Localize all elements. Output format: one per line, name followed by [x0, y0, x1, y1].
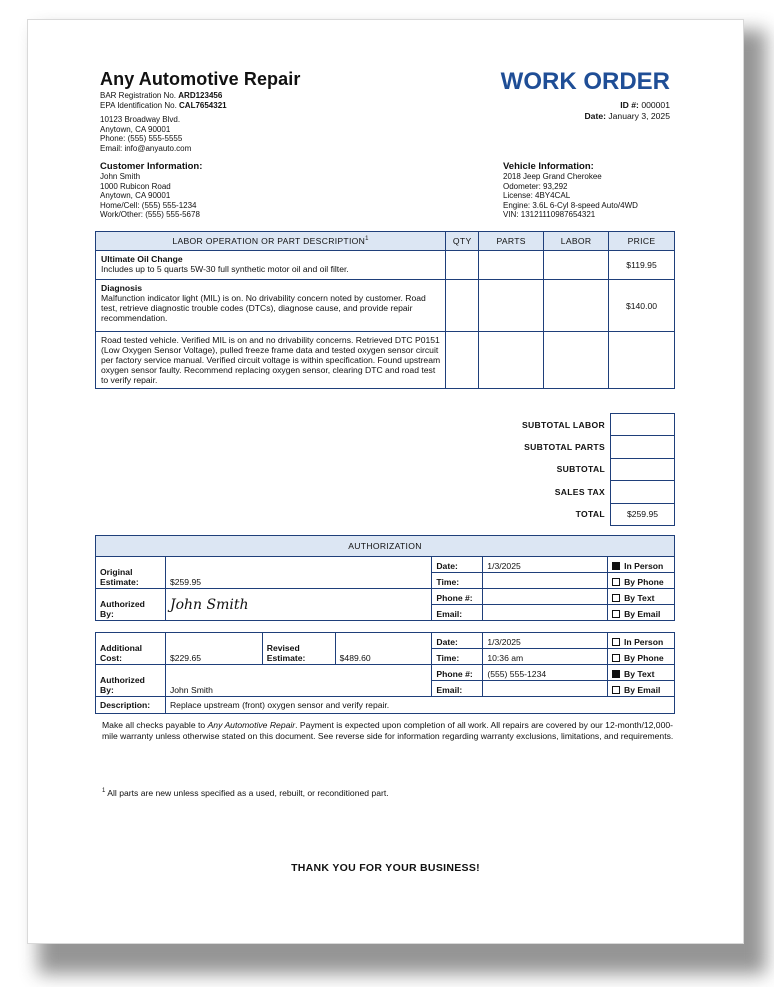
- vehicle-info: Vehicle Information: 2018 Jeep Grand Cherokee Odometer: 93,292 License: 4BY4CAL Engine: 3.6L 6-Cyl 8-speed Auto/4WD VIN: 13121110987654321: [503, 161, 638, 220]
- table-row: Diagnosis Malfunction indicator light (MIL) is on. No drivability concern noted by customer. Road test, retrieve diagnostic trouble codes (DTCs), diagnose cause, and provide repair recommendation. $140.00: [96, 280, 675, 332]
- col-price: PRICE: [609, 232, 675, 251]
- work-order-page: [28, 20, 743, 943]
- work-order-id: 000001: [641, 100, 670, 110]
- subtotal-value: [611, 458, 675, 480]
- by-text-checkbox[interactable]: [612, 670, 620, 678]
- signature: John Smith: [169, 596, 249, 613]
- row-price: $140.00: [609, 280, 675, 332]
- col-qty: QTY: [446, 232, 479, 251]
- in-person-checkbox[interactable]: [612, 562, 620, 570]
- subtotal-labor-value: [611, 414, 675, 436]
- totals-table: SUBTOTAL LABOR SUBTOTAL PARTS SUBTOTAL SALES TAX TOTAL $259.95: [428, 413, 675, 526]
- authorization-heading: AUTHORIZATION: [96, 536, 675, 557]
- col-labor: LABOR: [544, 232, 609, 251]
- subtotal-parts-value: [611, 436, 675, 458]
- bar-number: ARD123456: [178, 91, 223, 100]
- work-order-meta: ID #: 000001 Date: January 3, 2025: [584, 100, 670, 121]
- total-value: $259.95: [611, 503, 675, 525]
- revised-estimate-value: $489.60: [335, 633, 432, 665]
- authorization-original: AUTHORIZATION Original Estimate: $259.95 Date: 1/3/2025 In Person Time: By Phone Authorized By: John Smith Phone #: By Text Email: By Email: [95, 535, 675, 621]
- col-parts: PARTS: [479, 232, 544, 251]
- sales-tax-value: [611, 481, 675, 503]
- vehicle-heading: Vehicle Information:: [503, 161, 594, 172]
- row-price: $119.95: [609, 251, 675, 280]
- by-email-checkbox[interactable]: [612, 610, 620, 618]
- table-row: Road tested vehicle. Verified MIL is on and no drivability concerns. Retrieved DTC P0151 (Low Oxygen Sensor Voltage), pulled freeze frame data and tested oxygen sensor circuit per factory service manual. Verified circuit voltage is within specification. Found upstream oxygen sensor faulty. Recommend replacing oxygen sensor, clearing DTC and road test to verify repair.: [96, 332, 675, 389]
- parts-footnote: $^1$ All parts are new unless specified as a used, rebuilt, or reconditioned part.: [102, 788, 389, 798]
- in-person-checkbox[interactable]: [612, 638, 620, 646]
- description-value: Replace upstream (front) oxygen sensor and verify repair.: [165, 697, 674, 714]
- auth2-date: 1/3/2025: [483, 633, 608, 649]
- payment-terms: Make all checks payable to Any Automotive Repair. Payment is expected upon completion of all work. All repairs are covered by our 12-month/12,000-mile warranty unless otherwise stated on this document. See reverse side for information regarding warranty exclusions, limitations, and requirements.: [102, 720, 674, 741]
- by-email-checkbox[interactable]: [612, 686, 620, 694]
- by-phone-checkbox[interactable]: [612, 578, 620, 586]
- auth2-phone: (555) 555-1234: [483, 665, 608, 681]
- work-order-title: WORK ORDER: [500, 68, 670, 95]
- additional-cost-value: $229.65: [165, 633, 262, 665]
- thank-you-message: THANK YOU FOR YOUR BUSINESS!: [291, 862, 480, 874]
- auth2-time: 10:36 am: [483, 649, 608, 665]
- by-phone-checkbox[interactable]: [612, 654, 620, 662]
- auth1-date: 1/3/2025: [483, 557, 608, 573]
- authorized-by-value: John Smith: [165, 665, 431, 697]
- auth2-email: [483, 681, 608, 697]
- auth1-phone: [483, 589, 608, 605]
- company-contact: 10123 Broadway Blvd. Anytown, CA 90001 Phone: (555) 555-5555 Email: info@anyauto.com: [100, 115, 192, 153]
- company-name: Any Automotive Repair: [100, 69, 301, 89]
- row-price: [609, 332, 675, 389]
- table-row: Ultimate Oil Change Includes up to 5 quarts 5W-30 full synthetic motor oil and oil filter. $119.95: [96, 251, 675, 280]
- col-description: LABOR OPERATION OR PART DESCRIPTION$^1$: [96, 232, 446, 251]
- auth1-email: [483, 605, 608, 621]
- customer-info: Customer Information: John Smith 1000 Rubicon Road Anytown, CA 90001 Home/Cell: (555) 555-1234 Work/Other: (555) 555-5678: [100, 161, 203, 220]
- epa-number: CAL7654321: [179, 100, 227, 110]
- auth1-time: [483, 573, 608, 589]
- original-estimate-value: $259.95: [165, 557, 431, 589]
- authorization-revised: Additional Cost: $229.65 Revised Estimate: $489.60 Date: 1/3/2025 In Person Time: 10:36 am By Phone Authorized By: John Smith Phone #: (555) 555-1234 By Text Email: By Email Description: Replace upstream (front) oxygen sensor and verify repair.: [95, 632, 675, 714]
- by-text-checkbox[interactable]: [612, 594, 620, 602]
- customer-heading: Customer Information:: [100, 161, 203, 172]
- line-items-table: [95, 231, 675, 389]
- company-registrations: BAR Registration No. ARD123456 EPA Identification No. CAL7654321: [100, 91, 227, 110]
- work-order-date: January 3, 2025: [608, 111, 670, 121]
